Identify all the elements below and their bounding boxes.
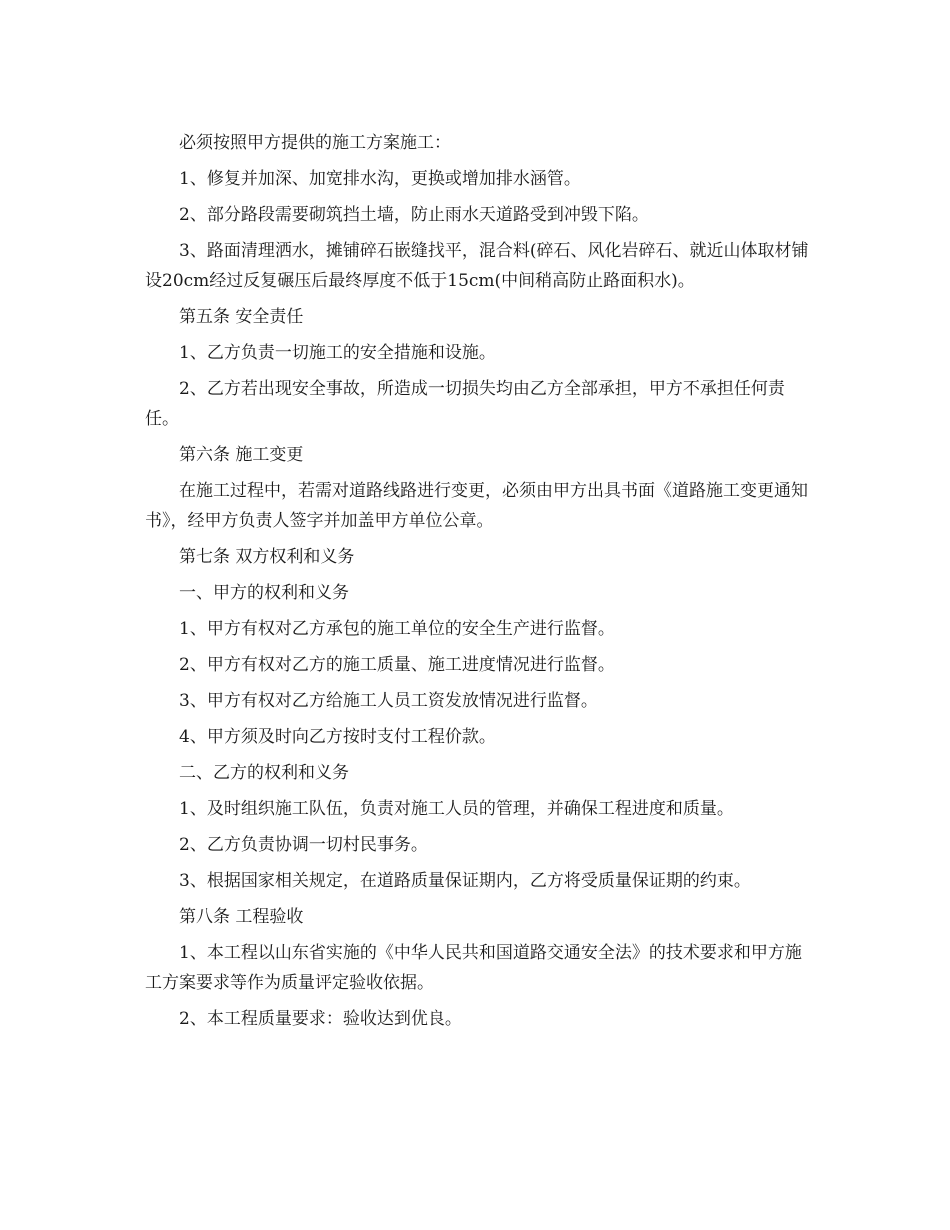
paragraph-item-party-b-3: 3、根据国家相关规定，在道路质量保证期内，乙方将受质量保证期的约束。 [179, 871, 751, 891]
paragraph-item-party-b-2: 2、乙方负责协调一切村民事务。 [179, 835, 428, 855]
section-heading-article-7: 第七条 双方权利和义务 [179, 547, 355, 567]
paragraph-item-party-a-2: 2、甲方有权对乙方的施工质量、施工进度情况进行监督。 [179, 655, 615, 675]
section-heading-article-8: 第八条 工程验收 [179, 907, 304, 927]
paragraph-item-acceptance-2: 2、本工程质量要求：验收达到优良。 [179, 1009, 462, 1029]
paragraph-item-party-b-1: 1、及时组织施工队伍，负责对施工人员的管理，并确保工程进度和质量。 [179, 799, 734, 819]
paragraph-item-retaining-wall: 2、部分路段需要砌筑挡土墙，防止雨水天道路受到冲毁下陷。 [179, 205, 649, 225]
paragraph-item-party-a-1: 1、甲方有权对乙方承包的施工单位的安全生产进行监督。 [179, 619, 615, 639]
paragraph-item-drainage: 1、修复并加深、加宽排水沟，更换或增加排水涵管。 [179, 169, 581, 189]
paragraph-item-party-a-3: 3、甲方有权对乙方给施工人员工资发放情况进行监督。 [179, 691, 598, 711]
document-body [145, 128, 810, 1040]
paragraph-item-safety-measures: 1、乙方负责一切施工的安全措施和设施。 [179, 343, 496, 363]
paragraph-item-safety-accident: 2、乙方若出现安全事故，所造成一切损失均由乙方全部承担，甲方不承担任何责任。 [145, 379, 785, 429]
paragraph-item-acceptance-1: 1、本工程以山东省实施的《中华人民共和国道路交通安全法》的技术要求和甲方施工方案要求等作为质量评定验收依据。 [145, 943, 802, 993]
subheading-party-a-rights: 一、甲方的权利和义务 [179, 583, 349, 603]
paragraph-construction-plan: 必须按照甲方提供的施工方案施工： [179, 133, 451, 153]
subheading-party-b-rights: 二、乙方的权利和义务 [179, 763, 349, 783]
paragraph-item-road-surface: 3、路面清理洒水，摊铺碎石嵌缝找平，混合料(碎石、风化岩碎石、就近山体取材铺设20cm经过反复碾压后最终厚度不低于15cm(中间稍高防止路面积水)。 [145, 241, 809, 291]
paragraph-item-party-a-4: 4、甲方须及时向乙方按时支付工程价款。 [179, 727, 496, 747]
paragraph-construction-change: 在施工过程中，若需对道路线路进行变更，必须由甲方出具书面《道路施工变更通知书》，经甲方负责人签字并加盖甲方单位公章。 [145, 481, 808, 531]
section-heading-article-5: 第五条 安全责任 [179, 307, 304, 327]
section-heading-article-6: 第六条 施工变更 [179, 445, 304, 465]
